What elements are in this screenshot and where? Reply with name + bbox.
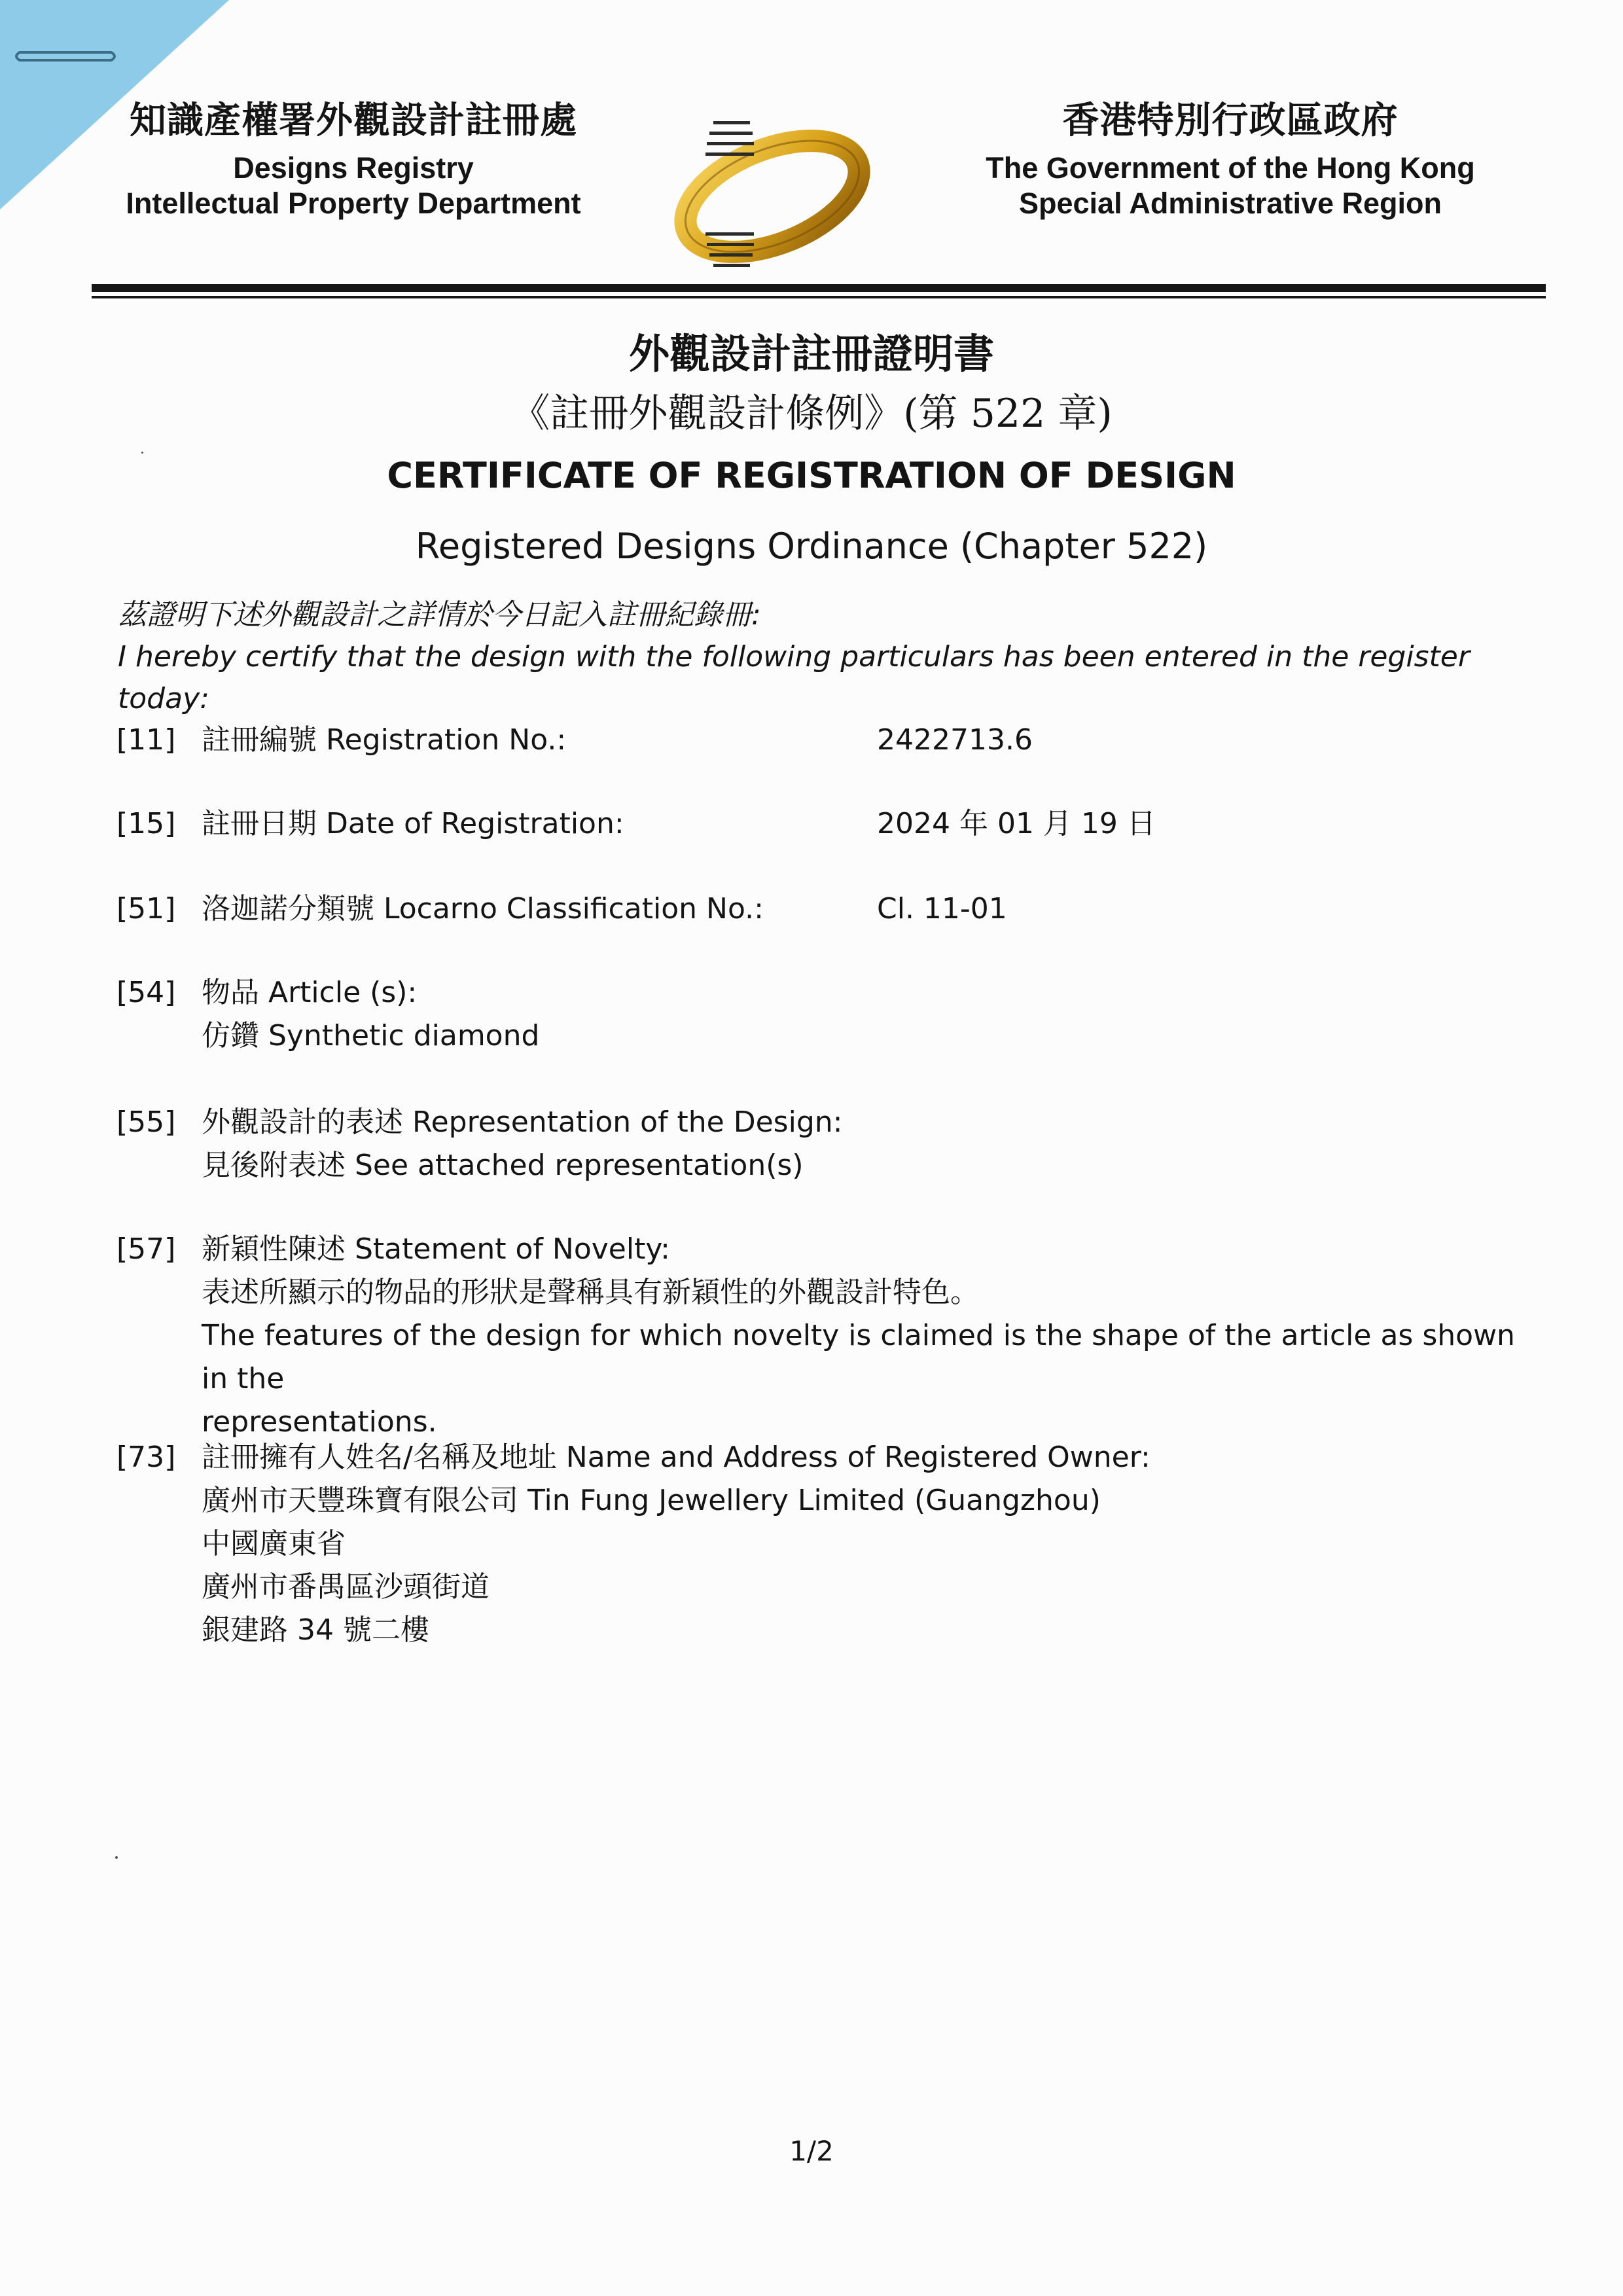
entry-code: [51] — [116, 892, 176, 925]
certify-en: I hereby certify that the design with the following particulars has been entered in the register today: — [118, 640, 1470, 715]
representation-value: 見後附表述 See attached representation(s) — [202, 1149, 804, 1182]
novelty-en-2: representations. — [202, 1405, 437, 1439]
entry-label: 新穎性陳述 Statement of Novelty: — [202, 1232, 670, 1266]
header-hksar — [962, 92, 1499, 221]
scan-speck — [141, 452, 143, 454]
ipd-ring-logo — [668, 108, 877, 285]
header-divider-thin — [92, 296, 1546, 298]
title-en: CERTIFICATE OF REGISTRATION OF DESIGN — [387, 455, 1236, 496]
certificate-title — [0, 324, 1623, 584]
header-hksar-zh: 香港特別行政區政府 — [1062, 99, 1399, 142]
page-number: 1/2 — [789, 2135, 834, 2167]
owner-address-line: 廣州市番禺區沙頭街道 — [202, 1570, 490, 1604]
entry-label: 註冊擁有人姓名/名稱及地址 Name and Address of Registered Owner: — [202, 1441, 1150, 1474]
entry-label: 註冊編號 Registration No.: — [202, 723, 567, 757]
locarno-value: Cl. 11-01 — [877, 892, 1007, 925]
registration-no-value: 2422713.6 — [877, 723, 1033, 757]
entry-representation — [116, 1101, 1524, 1187]
entry-code: [11] — [116, 723, 176, 757]
entry-date-of-registration — [116, 802, 1524, 846]
owner-address-line: 銀建路 34 號二樓 — [202, 1613, 429, 1647]
header-hksar-en-1: The Government of the Hong Kong — [986, 151, 1475, 185]
entry-article — [116, 971, 1524, 1058]
entry-statement-of-novelty — [116, 1228, 1524, 1444]
header-ipd — [111, 92, 596, 221]
title-en-ordinance: Registered Designs Ordinance (Chapter 522) — [415, 526, 1208, 567]
certify-zh: 茲證明下述外觀設計之詳情於今日記入註冊紀錄冊: — [118, 598, 761, 632]
header-designs-registry: Designs Registry — [233, 151, 474, 185]
entry-code: [55] — [116, 1105, 176, 1139]
entry-registration-no — [116, 719, 1524, 762]
entry-label: 註冊日期 Date of Registration: — [202, 807, 624, 840]
entry-label: 外觀設計的表述 Representation of the Design: — [202, 1105, 843, 1139]
header-hksar-en-2: Special Administrative Region — [1019, 187, 1442, 220]
entry-locarno-classification — [116, 888, 1524, 931]
certify-statement — [118, 594, 1525, 720]
novelty-zh: 表述所顯示的物品的形狀是聲稱具有新穎性的外觀設計特色。 — [202, 1276, 979, 1309]
entry-code: [54] — [116, 976, 176, 1009]
entry-label: 物品 Article (s): — [202, 976, 418, 1009]
header-divider-thick — [92, 284, 1546, 292]
entry-code: [57] — [116, 1232, 176, 1266]
entry-code: [15] — [116, 807, 176, 840]
registration-date-value: 2024 年 01 月 19 日 — [877, 807, 1156, 840]
article-value: 仿鑽 Synthetic diamond — [202, 1019, 540, 1052]
header-ipd-en: Intellectual Property Department — [126, 187, 581, 220]
entry-code: [73] — [116, 1441, 176, 1474]
title-zh: 外觀設計註冊證明書 — [628, 330, 994, 378]
owner-address-line: 中國廣東省 — [202, 1527, 346, 1560]
title-zh-ordinance: 《註冊外觀設計條例》(第 522 章) — [510, 391, 1113, 437]
entry-label: 洛迦諾分類號 Locarno Classification No.: — [202, 892, 764, 925]
entry-registered-owner — [116, 1436, 1524, 1652]
header-ipd-zh: 知識產權署外觀設計註冊處 — [130, 99, 577, 142]
scan-speck — [115, 1856, 118, 1859]
novelty-en-1: The features of the design for which novelty is claimed is the shape of the article as shown in the — [202, 1319, 1515, 1395]
owner-name: 廣州市天豐珠寶有限公司 Tin Fung Jewellery Limited (Guangzhou) — [202, 1484, 1101, 1517]
